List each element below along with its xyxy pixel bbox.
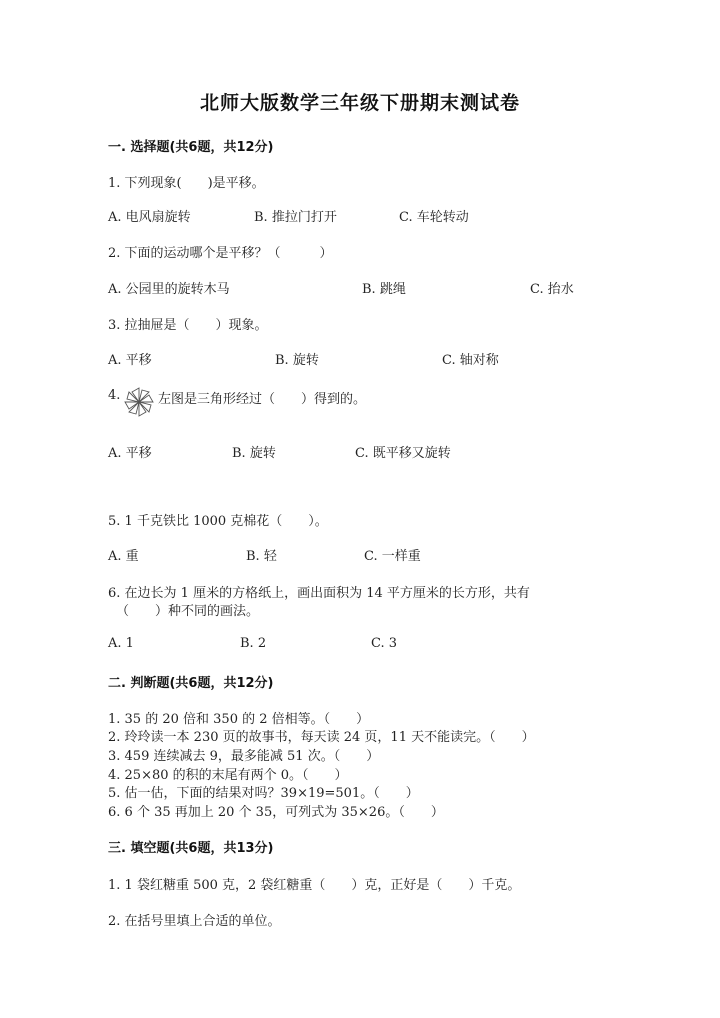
question-1-1: 1. 下列现象( )是平移。 <box>108 176 265 191</box>
judgement-item-5: 5. 估一估，下面的结果对吗？39×19=501。（ ） <box>108 786 419 801</box>
judgement-item-3: 3. 459 连续减去 9，最多能减 51 次。（ ） <box>108 749 380 764</box>
judgement-item-6: 6. 6 个 35 再加上 20 个 35，可列式为 35×26。（ ） <box>108 805 444 820</box>
option-1-1-c: C. 车轮转动 <box>399 210 469 225</box>
question-1-5: 5. 1 千克铁比 1000 克棉花（ ）。 <box>108 514 328 529</box>
question-1-4-number: 4. <box>108 388 121 403</box>
section-heading-judgement: 二. 判断题(共6题，共12分) <box>108 676 274 691</box>
option-1-5-c: C. 一样重 <box>364 549 421 564</box>
option-1-5-a: A. 重 <box>108 549 139 564</box>
section-heading-choice: 一. 选择题(共6题，共12分) <box>108 140 274 155</box>
question-1-6: 6. 在边长为 1 厘米的方格纸上，画出面积为 14 平方厘米的长方形，共有 <box>108 586 530 601</box>
judgement-item-1: 1. 35 的 20 倍和 350 的 2 倍相等。（ ） <box>108 712 370 727</box>
option-1-3-a: A. 平移 <box>108 353 152 368</box>
option-1-6-c: C. 3 <box>371 636 398 651</box>
option-1-2-c: C. 抬水 <box>530 282 574 297</box>
option-1-6-a: A. 1 <box>108 636 134 651</box>
section-heading-fill-in: 三. 填空题(共6题，共13分) <box>108 841 274 856</box>
option-1-2-a: A. 公园里的旋转木马 <box>108 282 230 297</box>
judgement-item-2: 2. 玲玲读一本 230 页的故事书，每天读 24 页，11 天不能读完。（ ） <box>108 730 535 745</box>
figure-triangle <box>125 402 139 409</box>
option-1-2-b: B. 跳绳 <box>362 282 406 297</box>
fill-in-item-1: 1. 1 袋红糖重 500 克，2 袋红糖重（ ）克，正好是（ ）千克。 <box>108 878 521 893</box>
option-1-4-a: A. 平移 <box>108 446 152 461</box>
question-1-4: 左图是三角形经过（ ）得到的。 <box>158 392 367 407</box>
option-1-6-b: B. 2 <box>240 636 267 651</box>
figure-triangle <box>132 388 139 402</box>
question-1-6-continued: （ ）种不同的画法。 <box>116 604 260 619</box>
option-1-1-a: A. 电风扇旋转 <box>108 210 191 225</box>
question-1-2: 2. 下面的运动哪个是平移？（ ） <box>108 246 333 261</box>
option-1-5-b: B. 轻 <box>246 549 277 564</box>
figure-triangle <box>139 402 146 416</box>
page-title: 北师大版数学三年级下册期末测试卷 <box>199 92 520 114</box>
option-1-3-b: B. 旋转 <box>275 353 319 368</box>
fill-in-item-2: 2. 在括号里填上合适的单位。 <box>108 914 281 929</box>
option-1-3-c: C. 轴对称 <box>442 353 499 368</box>
figure-triangle <box>139 395 153 402</box>
triangle-rotation-figure <box>123 386 155 418</box>
option-1-4-b: B. 旋转 <box>232 446 276 461</box>
option-1-4-c: C. 既平移又旋转 <box>355 446 451 461</box>
question-1-3: 3. 拉抽屉是（ ）现象。 <box>108 318 268 333</box>
judgement-item-4: 4. 25×80 的积的末尾有两个 0。（ ） <box>108 768 348 783</box>
option-1-1-b: B. 推拉门打开 <box>254 210 337 225</box>
